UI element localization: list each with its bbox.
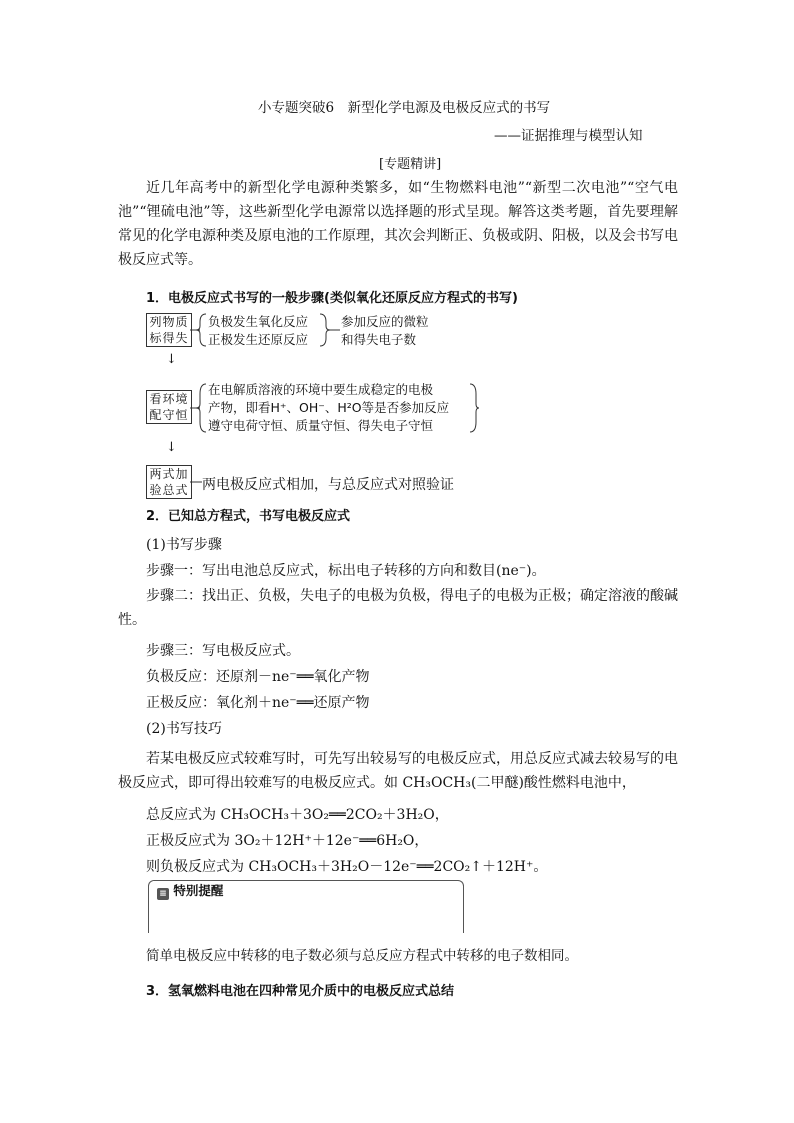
section-heading: [专题精讲] xyxy=(379,157,442,172)
flow-2-line-1: 在电解质溶液的环境中要生成稳定的电极 xyxy=(208,382,434,397)
equation-negative: 则负极反应式为 CH₃OCH₃＋3H₂O－12e⁻══2CO₂↑＋12H⁺。 xyxy=(146,859,548,875)
step-2: 步骤二：找出正、负极，失电子的电极为负极，得电子的电极为正极；确定溶液的酸碱性。 xyxy=(118,588,678,628)
flow-box-3: 两式加验总式 xyxy=(146,465,192,499)
positive-reaction: 正极反应：氧化剂＋ne⁻══还原产物 xyxy=(146,695,370,711)
flow-2-line-3: 遵守电荷守恒、质量守恒、得失电子守恒 xyxy=(208,418,434,433)
flow-1-line-1: 负极发生氧化反应 xyxy=(208,314,309,329)
flow-1-right-2: 和得失电子数 xyxy=(341,332,417,347)
heading-2: 2．已知总方程式，书写电极反应式 xyxy=(146,509,351,524)
heading-3: 3．氢氧燃料电池在四种常见介质中的电极反应式总结 xyxy=(146,984,455,999)
subheading-1: (1)书写步骤 xyxy=(146,537,222,553)
subheading-2: (2)书写技巧 xyxy=(146,721,222,737)
heading-1: 1．电极反应式书写的一般步骤(类似氧化还原反应方程式的书写) xyxy=(146,291,518,306)
flow-3-text: 两电极反应式相加，与总反应式对照验证 xyxy=(202,477,454,493)
note-text: 简单电极反应中转移的电子数必须与总反应方程式中转移的电子数相同。 xyxy=(146,948,578,964)
tip-paragraph: 若某电极反应式较难写时，可先写出较易写的电极反应式，用总反应式减去较易写的电极反应式，即可得出较难写的电极反应式。如 CH₃OCH₃(二甲醚)酸性燃料电池中， xyxy=(118,751,678,791)
page-subtitle: ——证据推理与模型认知 xyxy=(494,128,643,144)
flow-box-2: 看环境配守恒 xyxy=(146,390,192,424)
negative-reaction: 负极反应：还原剂－ne⁻══氧化产物 xyxy=(146,669,370,685)
flow-arrow-2: ↓ xyxy=(166,440,177,455)
flow-1-line-2: 正极发生还原反应 xyxy=(208,332,309,347)
step-3: 步骤三：写电极反应式。 xyxy=(146,643,300,659)
page-title: 小专题突破6 新型化学电源及电极反应式的书写 xyxy=(258,100,551,116)
step-1: 步骤一：写出电池总反应式，标出电子转移的方向和数目(ne⁻)。 xyxy=(146,563,546,579)
flow-2-line-2: 产物，即看H⁺、OH⁻、H²O等是否参加反应 xyxy=(208,400,450,415)
note-header xyxy=(153,881,227,900)
note-header-text: 特别提醒 xyxy=(173,883,224,898)
note-icon: ≡ xyxy=(157,888,169,900)
flow-box-1: 列物质标得失 xyxy=(146,313,192,347)
equation-total: 总反应式为 CH₃OCH₃＋3O₂══2CO₂＋3H₂O， xyxy=(146,807,449,823)
intro-paragraph: 近几年高考中的新型化学电源种类繁多，如“生物燃料电池”“新型二次电池”“空气电池”“锂硫电池”等，这些新型化学电源常以选择题的形式呈现。解答这类考题，首先要理解常见的化学电源种类及原电池的工作原理，其次会判断正、负极或阴、阳极，以及会书写电极反应式等。 xyxy=(118,180,678,268)
equation-positive: 正极反应式为 3O₂＋12H⁺＋12e⁻══6H₂O， xyxy=(146,833,429,849)
flow-arrow-1: ↓ xyxy=(166,352,177,367)
flow-1-right-1: 参加反应的微粒 xyxy=(341,314,429,329)
